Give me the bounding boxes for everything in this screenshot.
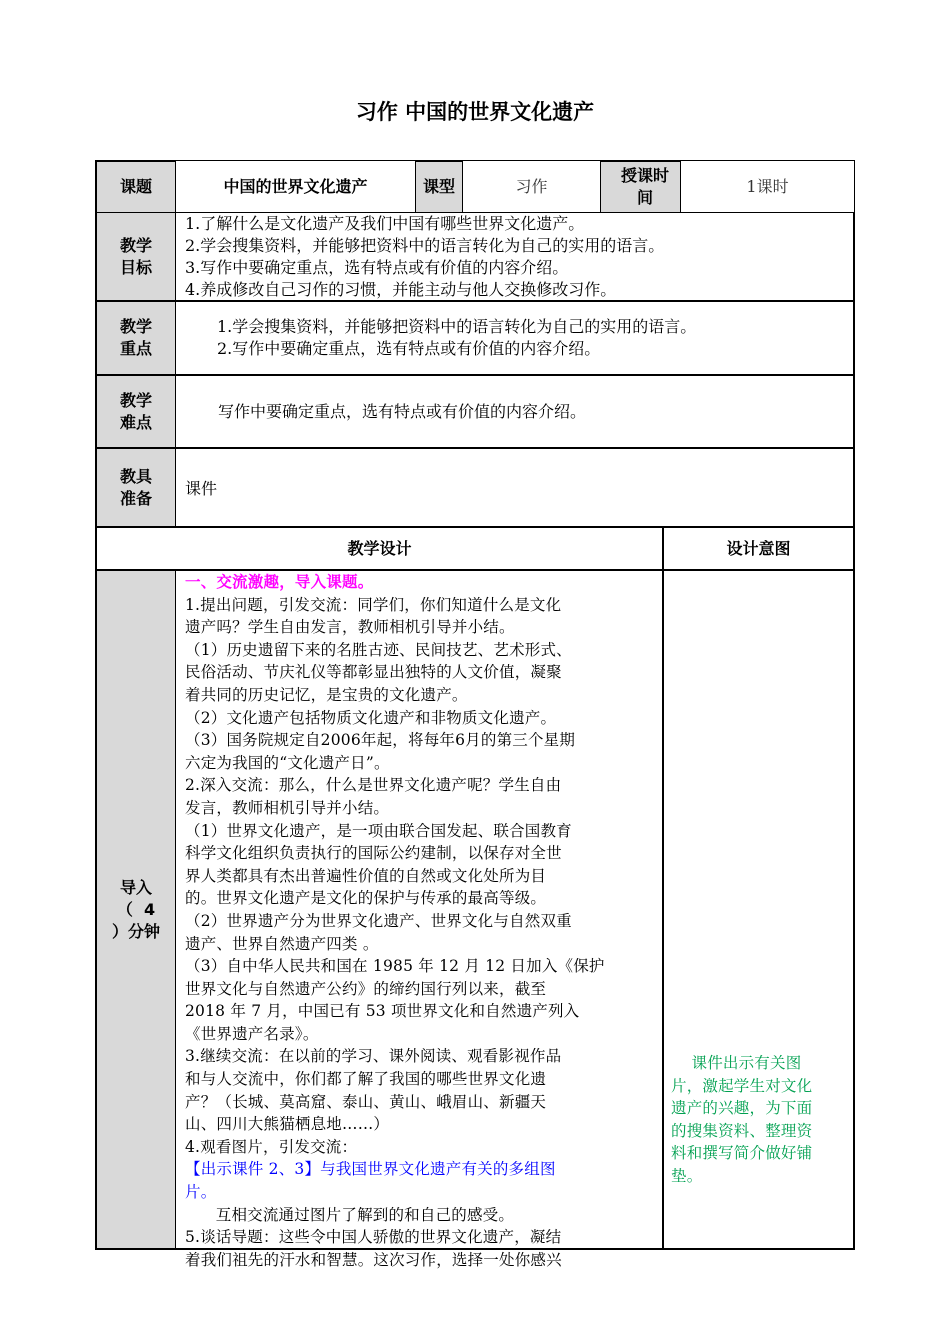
type-label: 课型 bbox=[422, 177, 455, 196]
goal-item: 3.写作中要确定重点，选有特点或有价值的内容介绍。 bbox=[185, 258, 569, 277]
content-line: 2018 年 7 月，中国已有 53 项世界文化和自然遗产列入 bbox=[185, 1002, 580, 1021]
content-line: 界人类都具有杰出普遍性价值的自然或文化处所为目 bbox=[185, 866, 547, 885]
content-line: 遗产、世界自然遗产四类 。 bbox=[185, 934, 379, 953]
content-line: 发言，教师相机引导并小结。 bbox=[185, 798, 390, 817]
courseware-text: 与我国世界文化遗产有关的多组图 bbox=[320, 1160, 556, 1179]
content-line: 科学文化组织负责执行的国际公约建制，以保存对全世 bbox=[185, 844, 562, 863]
key-point-item: 1.学会搜集资料，并能够把资料中的语言转化为自己的实用的语言。 bbox=[217, 317, 697, 336]
key-points-label: 教学重点 bbox=[119, 317, 152, 358]
time-label: 授课时间 bbox=[620, 166, 669, 207]
row-divider bbox=[95, 447, 855, 449]
difficulty-label: 教学难点 bbox=[119, 390, 152, 432]
divider bbox=[662, 527, 664, 1249]
intent-line: 的搜集资料、整理资 bbox=[671, 1121, 813, 1140]
content-line: 《世界遗产名录》。 bbox=[185, 1024, 319, 1043]
content-line: 六定为我国的“文化遗产日”。 bbox=[185, 753, 390, 772]
divider bbox=[175, 571, 176, 1248]
difficulty-text: 写作中要确定重点，选有特点或有价值的内容介绍。 bbox=[218, 402, 587, 421]
content-line: （1）历史遗留下来的名胜古迹、民间技艺、艺术形式、 bbox=[185, 640, 572, 659]
key-point-item: 2.写作中要确定重点，选有特点或有价值的内容介绍。 bbox=[217, 339, 601, 358]
content-line: （2）文化遗产包括物质文化遗产和非物质文化遗产。 bbox=[185, 708, 557, 727]
courseware-line: 片。 bbox=[185, 1183, 217, 1202]
intent-text bbox=[671, 1052, 851, 1188]
content-line: 世界文化与自然遗产公约》的缔约国行列以来，截至 bbox=[185, 979, 547, 998]
content-line: 1.提出问题，引发交流：同学们，你们知道什么是文化 bbox=[185, 595, 562, 614]
page-title: 习作 中国的世界文化遗产 bbox=[355, 100, 595, 124]
topic-label: 课题 bbox=[119, 177, 152, 196]
goal-item: 2.学会搜集资料，并能够把资料中的语言转化为自己的实用的语言。 bbox=[185, 236, 665, 255]
content-line: 2.深入交流：那么，什么是世界文化遗产呢？学生自由 bbox=[185, 776, 562, 795]
tools-text: 课件 bbox=[185, 479, 218, 498]
key-points-list bbox=[217, 316, 847, 360]
intent-line: 课件出示有关图 bbox=[671, 1054, 802, 1072]
section-label-line: （ 4 bbox=[116, 900, 156, 919]
content-line: （1）世界文化遗产，是一项由联合国发起、联合国教育 bbox=[185, 821, 572, 840]
intent-line: 料和撰写简介做好铺 bbox=[671, 1144, 813, 1163]
courseware-line bbox=[185, 1158, 660, 1181]
content-line: 和与人交流中，你们都了解了我国的哪些世界文化遗 bbox=[185, 1070, 547, 1089]
content-line: 3.继续交流：在以前的学习、课外阅读、观看影视作品 bbox=[185, 1047, 562, 1066]
divider bbox=[175, 213, 176, 526]
goals-list bbox=[185, 213, 850, 301]
section-label-line: ）分钟 bbox=[111, 922, 160, 941]
intent-line: 垫。 bbox=[671, 1166, 703, 1185]
goals-label: 教学目标 bbox=[119, 235, 152, 277]
content-line: 的。世界文化遗产是文化的保护与传承的最高等级。 bbox=[185, 889, 547, 908]
content-line: 4.观看图片，引发交流： bbox=[185, 1137, 358, 1156]
topic-value: 中国的世界文化遗产 bbox=[223, 177, 368, 196]
design-header: 教学设计 bbox=[347, 538, 412, 558]
content-line: 着共同的历史记忆，是宝贵的文化遗产。 bbox=[185, 685, 468, 704]
goal-item: 1.了解什么是文化遗产及我们中国有哪些世界文化遗产。 bbox=[185, 214, 585, 233]
section-heading: 一、交流激趣，导入课题。 bbox=[185, 573, 374, 591]
section-label-line: 导入 bbox=[119, 878, 152, 897]
intent-header: 设计意图 bbox=[726, 538, 791, 558]
content-line: 民俗活动、节庆礼仪等都彰显出独特的人文价值，凝聚 bbox=[185, 663, 562, 682]
content-line: 5.谈话导题：这些令中国人骄傲的世界文化遗产，凝结 bbox=[185, 1228, 562, 1247]
content-line: 山、四川大熊猫栖息地……） bbox=[185, 1115, 390, 1134]
divider bbox=[600, 161, 601, 212]
content-line: 着我们祖先的汗水和智慧。这次习作，选择一处你感兴 bbox=[185, 1250, 562, 1269]
goal-item: 4.养成修改自己习作的习惯，并能主动与他人交换修改习作。 bbox=[185, 280, 617, 299]
tools-label: 教具准备 bbox=[119, 466, 152, 508]
content-line: （3）自中华人民共和国在 1985 年 12 月 12 日加入《保护 bbox=[185, 957, 605, 976]
section-label bbox=[97, 870, 175, 950]
content-line: （2）世界遗产分为世界文化遗产、世界文化与自然双重 bbox=[185, 911, 572, 930]
intent-line: 遗产的兴趣，为下面 bbox=[671, 1099, 813, 1118]
row-divider bbox=[95, 374, 855, 376]
section-content bbox=[185, 571, 660, 1269]
content-line: 产？（长城、莫高窟、泰山、黄山、峨眉山、新疆天 bbox=[185, 1092, 547, 1111]
content-line: 互相交流通过图片了解到的和自己的感受。 bbox=[185, 1205, 515, 1224]
time-value: 1课时 bbox=[746, 177, 789, 196]
type-value: 习作 bbox=[515, 177, 548, 196]
courseware-tag: 【出示课件 2、3】 bbox=[185, 1160, 321, 1179]
content-line: 遗产吗？学生自由发言，教师相机引导并小结。 bbox=[185, 618, 515, 637]
intent-line: 片，激起学生对文化 bbox=[671, 1076, 813, 1095]
content-line: （3）国务院规定自2006年起，将每年6月的第三个星期 bbox=[185, 731, 576, 750]
